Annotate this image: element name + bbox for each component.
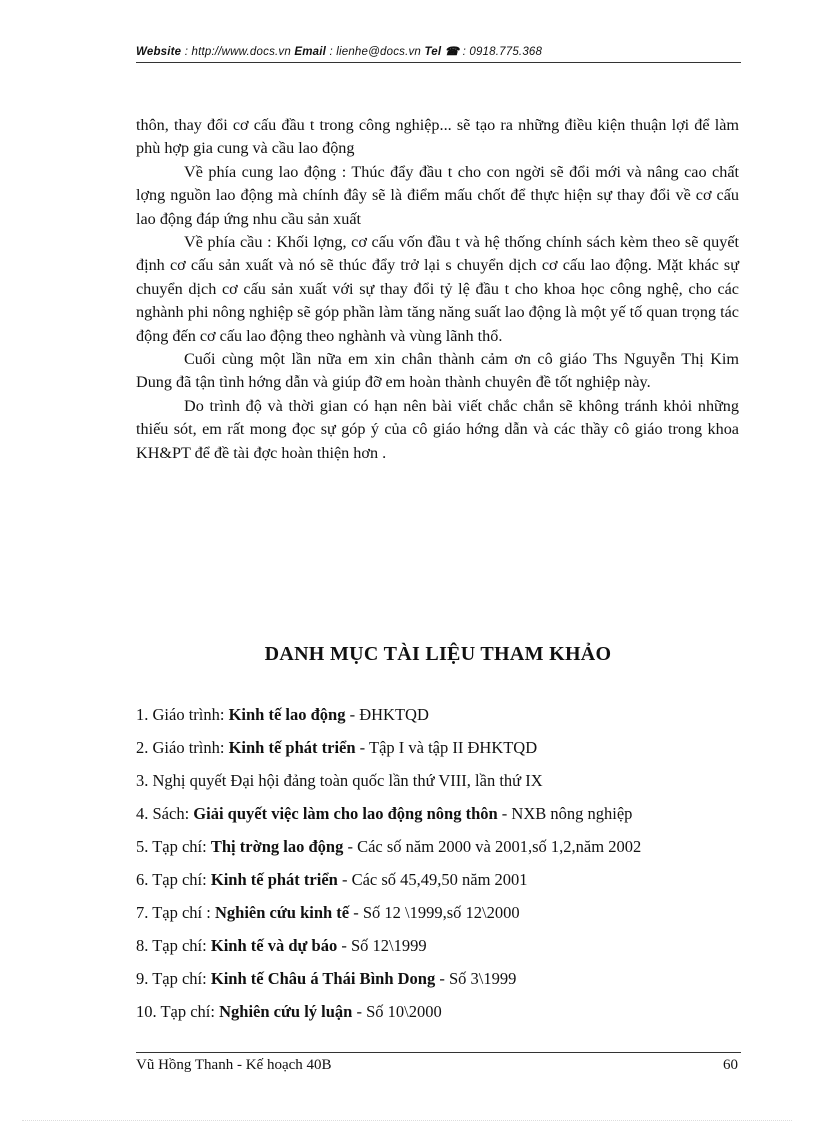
reference-item [136, 934, 741, 967]
reference-title: Kinh tế phát triển [210, 870, 338, 889]
reference-title: Kinh tế phát triển [228, 738, 356, 757]
reference-source: - NXB nông nghiệp [497, 804, 633, 823]
footer-divider [136, 1052, 741, 1053]
email-address[interactable]: : lienhe@docs.vn [326, 46, 425, 58]
reference-title: Nghiên cứu kinh tế [214, 903, 350, 922]
reference-item [136, 736, 741, 769]
reference-source: - Các số năm 2000 và 2001,số 1,2,năm 2002 [343, 837, 642, 856]
reference-prefix: 8. Tạp chí: [136, 936, 211, 955]
reference-source: - Tập I và tập II ĐHKTQD [355, 738, 538, 757]
paragraph: Về phía cầu : Khối lợng, cơ cấu vốn đầu t và hệ thống chính sách kèm theo sẽ quyết định cơ cấu sản xuất và nó sẽ thúc đẩy trở lại s chuyển dịch cơ cấu lao động. Mặt khác sự chuyển dịch cơ cấu sản xuất với sự thay đổi tỷ lệ đầu t cho khoa học công nghệ, cho các nghành phi nông nghiệp sẽ góp phần làm tăng năng suất lao động là một yế tố quan trọng tác động đến cơ cấu lao động theo nghành và vùng lãnh thổ. [136, 233, 739, 345]
reference-item [136, 769, 741, 802]
reference-source: - Số 10\2000 [352, 1002, 442, 1021]
page-bottom-edge [22, 1120, 792, 1121]
paragraph: thôn, thay đổi cơ cấu đầu t trong công nghiệp... sẽ tạo ra những điều kiện thuận lợi để làm phù hợp gia cung và cầu lao động [136, 116, 739, 158]
footer-author: Vũ Hồng Thanh - Kế hoạch 40B [136, 1057, 332, 1073]
reference-item [136, 967, 741, 1000]
website-label: Website [136, 46, 182, 58]
reference-item [136, 835, 741, 868]
reference-item [136, 1000, 741, 1033]
reference-prefix: 6. Tạp chí: [136, 870, 211, 889]
reference-title: Kinh tế lao động [228, 705, 346, 724]
reference-prefix: 7. Tạp chí : [136, 903, 215, 922]
email-label: Email [294, 46, 327, 58]
reference-source: - Số 12\1999 [337, 936, 427, 955]
reference-source: - Số 3\1999 [435, 969, 517, 988]
reference-item [136, 901, 741, 934]
page-number: 60 [723, 1057, 738, 1073]
reference-prefix: 1. Giáo trình: [136, 705, 229, 724]
body-text [136, 114, 739, 465]
reference-source: - ĐHKTQD [345, 705, 429, 724]
paragraph: Về phía cung lao động : Thúc đẩy đầu t cho con ngời sẽ đổi mới và nâng cao chất lợng nguồn lao động mà chính đây sẽ là điểm mấu chốt để thực hiện sự thay đổi về cơ cấu lao động đáp ứng nhu cầu sản xuất [136, 162, 739, 228]
reference-item [136, 868, 741, 901]
reference-prefix: 10. Tạp chí: [136, 1002, 220, 1021]
reference-prefix: 9. Tạp chí: [136, 969, 211, 988]
reference-title: Kinh tế và dự báo [210, 936, 338, 955]
reference-source: - Các số 45,49,50 năm 2001 [337, 870, 528, 889]
reference-prefix: 3. Nghị quyết Đại hội đảng toàn quốc lần thứ VIII, lần thứ IX [136, 771, 543, 790]
paragraph: Do trình độ và thời gian có hạn nên bài viết chắc chắn sẽ không tránh khỏi những thiếu sót, em rất mong đọc sự góp ý của cô giáo hớng dẫn và các thầy cô giáo trong khoa KH&PT để đề tài đợc hoàn thiện hơn . [136, 396, 739, 462]
website-url[interactable]: : http://www.docs.vn [181, 46, 295, 58]
reference-title: Thị trờng lao động [210, 837, 344, 856]
reference-item [136, 703, 741, 736]
phone-number: : 0918.775.368 [459, 46, 543, 58]
page-header [136, 44, 741, 58]
reference-prefix: 2. Giáo trình: [136, 738, 229, 757]
paragraph: Cuối cùng một lần nữa em xin chân thành cảm ơn cô giáo Ths Nguyễn Thị Kim Dung đã tận tình hớng dẫn và giúp đỡ em hoàn thành chuyên đề tốt nghiệp này. [136, 350, 739, 392]
tel-label: Tel [424, 46, 442, 58]
header-divider [136, 62, 741, 63]
phone-icon: ☎ [444, 46, 460, 58]
reference-source: - Số 12 \1999,số 12\2000 [349, 903, 520, 922]
reference-prefix: 5. Tạp chí: [136, 837, 211, 856]
reference-item [136, 802, 741, 835]
reference-title: Nghiên cứu lý luận [219, 1002, 353, 1021]
reference-prefix: 4. Sách: [136, 804, 194, 823]
references-title: DANH MỤC TÀI LIỆU THAM KHẢO [264, 643, 612, 665]
reference-title: Giải quyết việc làm cho lao động nông thôn [193, 804, 498, 823]
reference-title: Kinh tế Châu á Thái Bình Dong [210, 969, 436, 988]
references-list [136, 703, 741, 1033]
